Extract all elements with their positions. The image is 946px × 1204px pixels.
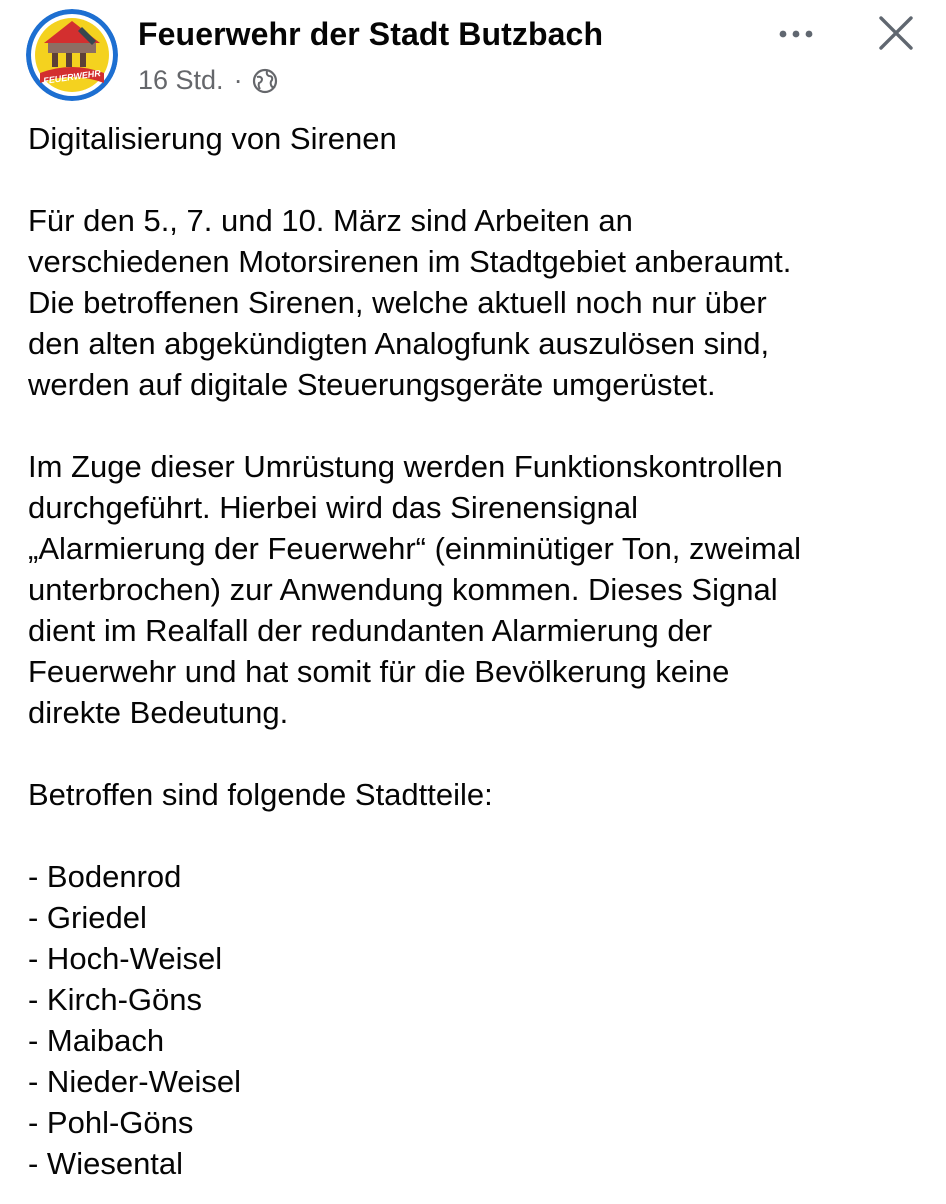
close-icon xyxy=(878,15,914,51)
list-item: - Kirch-Göns xyxy=(28,982,202,1017)
list-item: - Griedel xyxy=(28,900,147,935)
fire-brigade-logo xyxy=(26,9,118,101)
list-item: - Bodenrod xyxy=(28,859,182,894)
list-item: - Hoch-Weisel xyxy=(28,941,223,976)
meta-separator: · xyxy=(233,64,243,95)
district-list-intro: Betroffen sind folgende Stadtteile: xyxy=(28,777,493,812)
post-title: Digitalisierung von Sirenen xyxy=(28,121,397,156)
post-timestamp[interactable]: 16 Std. xyxy=(138,64,224,95)
post-meta xyxy=(138,63,278,97)
post-body xyxy=(28,118,928,1184)
page-avatar[interactable] xyxy=(26,9,118,101)
close-button[interactable] xyxy=(866,8,926,58)
post-paragraph-1: Für den 5., 7. und 10. März sind Arbeiten an verschiedenen Motorsirenen im Stadtgebiet anberaumt. Die betroffenen Sirenen, welche aktuell noch nur über den alten abgekündigten Analogfunk auszulösen sind, werden auf digitale Steuerungsgeräte umgerüstet. xyxy=(28,203,792,402)
list-item: - Pohl-Göns xyxy=(28,1105,194,1140)
list-item: - Wiesental xyxy=(28,1146,184,1181)
more-options-button[interactable] xyxy=(768,12,824,56)
avatar-logo-text: FEUERWEHR xyxy=(42,68,102,86)
district-list xyxy=(28,856,928,1184)
post-header xyxy=(0,0,946,110)
post-paragraph-2: Im Zuge dieser Umrüstung werden Funktionskontrollen durchgeführt. Hierbei wird das Sirenensignal „Alarmierung der Feuerwehr“ (einminütiger Ton, zweimal unterbrochen) zur Anwendung kommen. Dieses Signal dient im Realfall der redundanten Alarmierung der Feuerwehr und hat somit für die Bevölkerung keine direkte Bedeutung. xyxy=(28,449,802,730)
more-horizontal-icon xyxy=(776,29,816,39)
list-item: - Nieder-Weisel xyxy=(28,1064,242,1099)
author-name[interactable]: Feuerwehr der Stadt Butzbach xyxy=(138,16,604,52)
list-item: - Maibach xyxy=(28,1023,165,1058)
globe-icon[interactable] xyxy=(252,68,278,94)
